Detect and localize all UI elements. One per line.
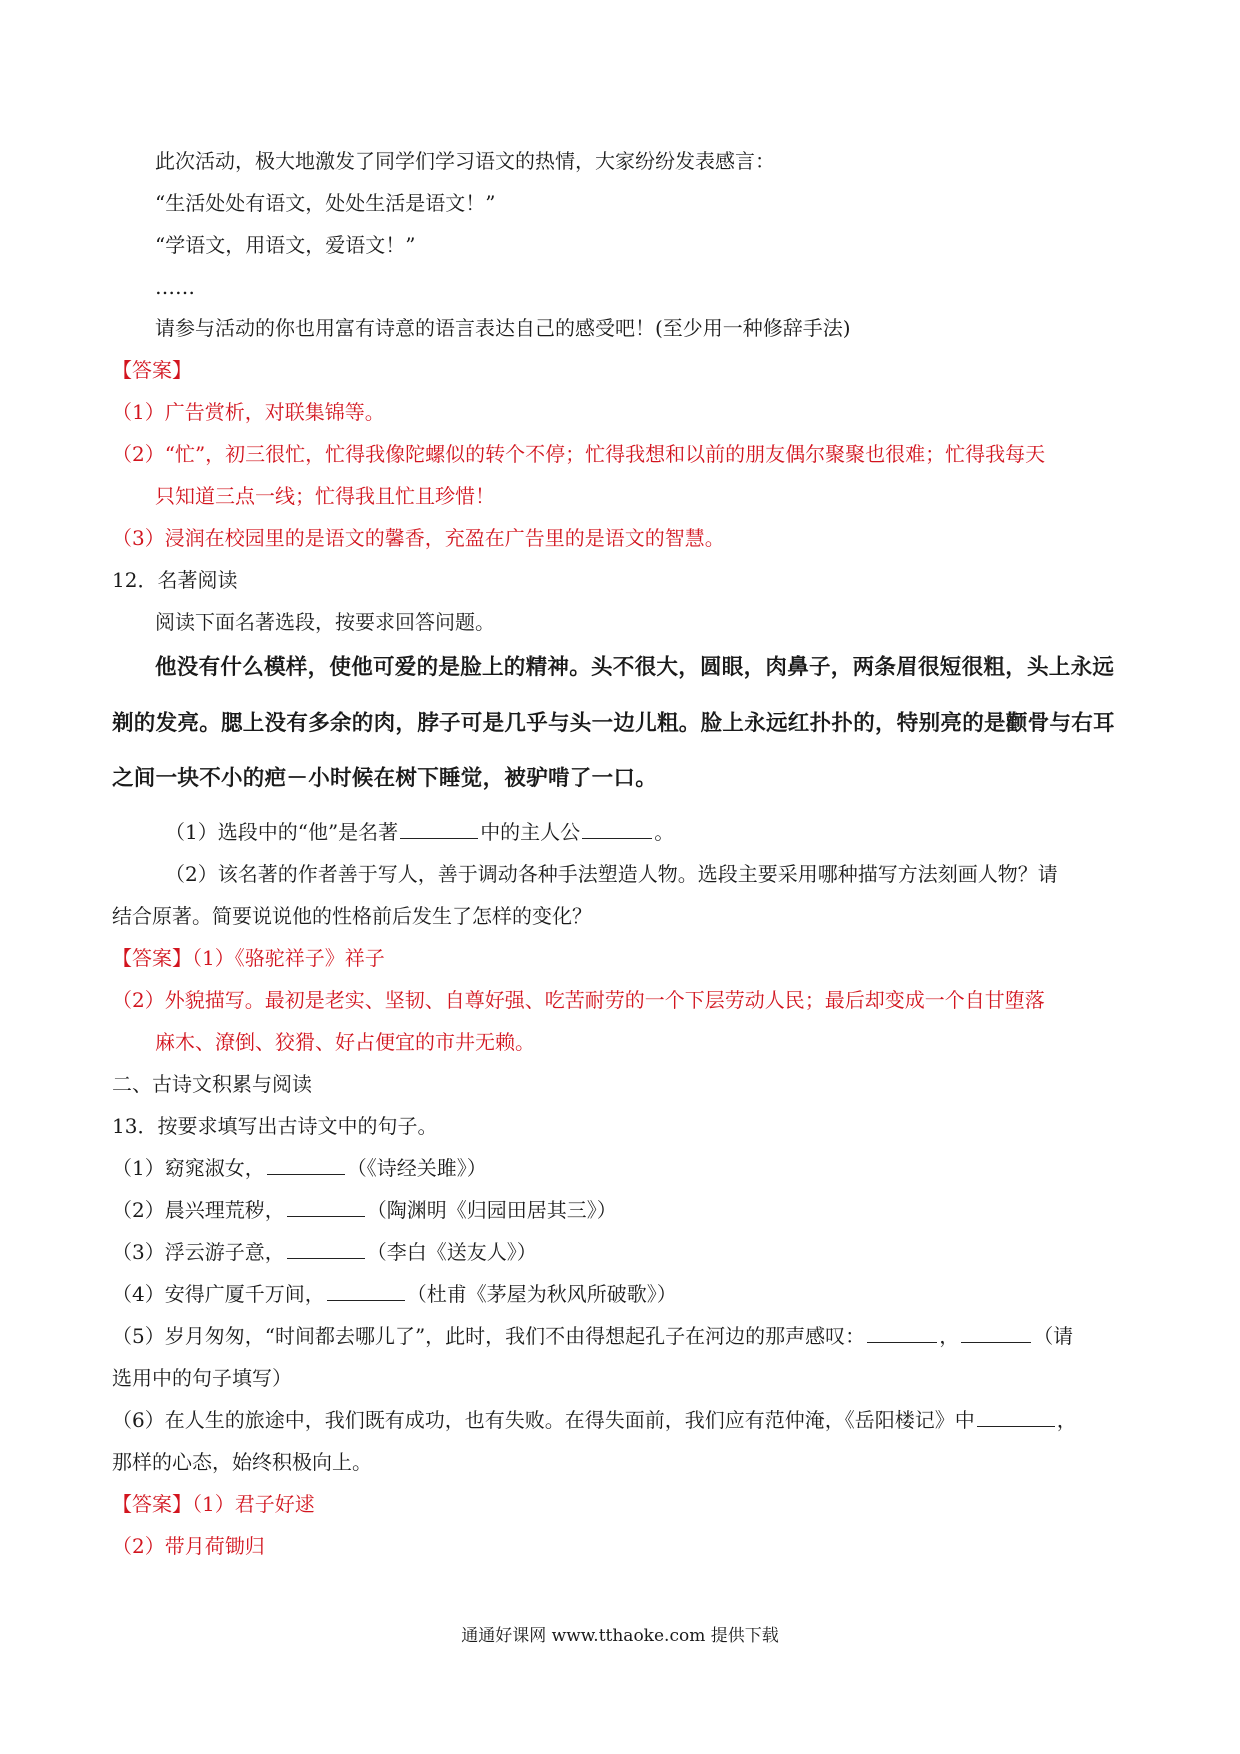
q13-blank-5b[interactable] xyxy=(961,1324,1031,1343)
q13-answer-1-text: （1）君子好逑 xyxy=(192,1492,315,1516)
q13-blank-1[interactable] xyxy=(267,1156,345,1175)
q12-answer-1 xyxy=(112,944,385,972)
q13-item-2 xyxy=(112,1196,617,1224)
q12-sub-1-text-c: 。 xyxy=(654,820,675,844)
q13-item-6-line-1 xyxy=(112,1406,1077,1434)
q13-item-2-text: （2）晨兴理荒秽， xyxy=(112,1198,285,1222)
q12-sub-1-text-a: （1）选段中的“他”是名著 xyxy=(165,820,399,844)
q13-item-5-sep: ， xyxy=(939,1324,960,1348)
q13-item-3 xyxy=(112,1238,537,1266)
q12-instruction: 阅读下面名著选段，按要求回答问题。 xyxy=(155,610,495,634)
q12-sub-1 xyxy=(165,818,674,846)
answer-label-11: 【答案】 xyxy=(112,358,192,382)
q13-item-1-source: （《诗经关雎》） xyxy=(346,1156,487,1180)
q12-passage-line-2: 剃的发亮。腮上没有多余的肉，脖子可是几乎与头一边儿粗。脸上永远红扑扑的，特别亮的是颧骨与右耳 xyxy=(112,711,1115,736)
page-footer: 通通好课网 www.tthaoke.com 提供下载 xyxy=(461,1626,779,1646)
q13-item-3-text: （3）浮云游子意， xyxy=(112,1240,285,1264)
q13-title: 13．按要求填写出古诗文中的句子。 xyxy=(112,1114,438,1138)
q12-passage-line-3: 之间一块不小的疤－小时候在树下睡觉，被驴啃了一口。 xyxy=(112,766,658,791)
q13-item-3-source: （李白《送友人》） xyxy=(366,1240,537,1264)
q13-item-5-line-2: 选用中的句子填写） xyxy=(112,1366,292,1390)
q12-sub-2-line-2: 结合原著。简要说说他的性格前后发生了怎样的变化？ xyxy=(112,904,592,928)
q13-blank-6[interactable] xyxy=(977,1408,1055,1427)
answer11-item-3: （3）浸润在校园里的是语文的馨香，充盈在广告里的是语文的智慧。 xyxy=(112,526,725,550)
q12-passage-line-1: 他没有什么模样，使他可爱的是脸上的精神。头不很大，圆眼，肉鼻子，两条眉很短很粗，头上永远 xyxy=(155,655,1115,680)
q13-item-5-line-1 xyxy=(112,1322,1073,1350)
q12-answer-1-text: （1）《骆驼祥子》祥子 xyxy=(192,946,385,970)
q13-item-5-tail: （请 xyxy=(1033,1324,1074,1348)
q13-item-1 xyxy=(112,1154,487,1182)
q12-answer-2-line-1: （2）外貌描写。最初是老实、坚韧、自尊好强、吃苦耐劳的一个下层劳动人民；最后却变成一个自甘堕落 xyxy=(112,988,1045,1012)
q13-item-6-text: （6）在人生的旅途中，我们既有成功，也有失败。在得失面前，我们应有范仲淹，《岳阳楼记》中 xyxy=(112,1408,975,1432)
q13-item-6-line-2: 那样的心态，始终积极向上。 xyxy=(112,1450,372,1474)
q12-title: 12．名著阅读 xyxy=(112,568,238,592)
q12-sub-2-line-1: （2）该名著的作者善于写人，善于调动各种手法塑造人物。选段主要采用哪种描写方法刻画人物？请 xyxy=(165,862,1058,886)
q13-blank-2[interactable] xyxy=(287,1198,365,1217)
protagonist-blank[interactable] xyxy=(582,820,652,839)
book-title-blank[interactable] xyxy=(400,820,478,839)
q13-item-4 xyxy=(112,1280,677,1308)
q13-item-2-source: （陶渊明《归园田居其三》） xyxy=(366,1198,617,1222)
q12-sub-1-text-b: 中的主人公 xyxy=(480,820,581,844)
q13-blank-5a[interactable] xyxy=(867,1324,937,1343)
answer11-item-1: （1）广告赏析，对联集锦等。 xyxy=(112,400,385,424)
answer11-item-2-line-1: （2）“忙”，初三很忙，忙得我像陀螺似的转个不停；忙得我想和以前的朋友偶尔聚聚也很难；忙得我每天 xyxy=(112,442,1046,466)
answer11-item-2-line-2: 只知道三点一线；忙得我且忙且珍惜！ xyxy=(155,484,495,508)
q13-answer-1 xyxy=(112,1490,315,1518)
activity-ellipsis: …… xyxy=(155,275,195,299)
q13-item-4-source: （杜甫《茅屋为秋风所破歌》） xyxy=(406,1282,677,1306)
answer-label-13: 【答案】 xyxy=(112,1492,192,1516)
answer-label-12: 【答案】 xyxy=(112,946,192,970)
activity-quote-1: “生活处处有语文，处处生活是语文！” xyxy=(155,191,496,215)
activity-quote-2: “学语文，用语文，爱语文！” xyxy=(155,233,416,257)
activity-intro: 此次活动，极大地激发了同学们学习语文的热情，大家纷纷发表感言： xyxy=(155,149,775,173)
q13-item-4-text: （4）安得广厦千万间， xyxy=(112,1282,325,1306)
q13-item-1-text: （1）窈窕淑女， xyxy=(112,1156,265,1180)
q13-blank-4[interactable] xyxy=(327,1282,405,1301)
section-2-title: 二、古诗文积累与阅读 xyxy=(112,1072,312,1096)
q13-item-5-text: （5）岁月匆匆，“时间都去哪儿了”，此时，我们不由得想起孔子在河边的那声感叹： xyxy=(112,1324,866,1348)
q13-item-6-tail: ， xyxy=(1056,1408,1077,1432)
q12-answer-2-line-2: 麻木、潦倒、狡猾、好占便宜的市井无赖。 xyxy=(155,1030,535,1054)
q13-answer-2: （2）带月荷锄归 xyxy=(112,1534,265,1558)
activity-task: 请参与活动的你也用富有诗意的语言表达自己的感受吧！(至少用一种修辞手法) xyxy=(155,316,851,340)
q13-blank-3[interactable] xyxy=(287,1240,365,1259)
